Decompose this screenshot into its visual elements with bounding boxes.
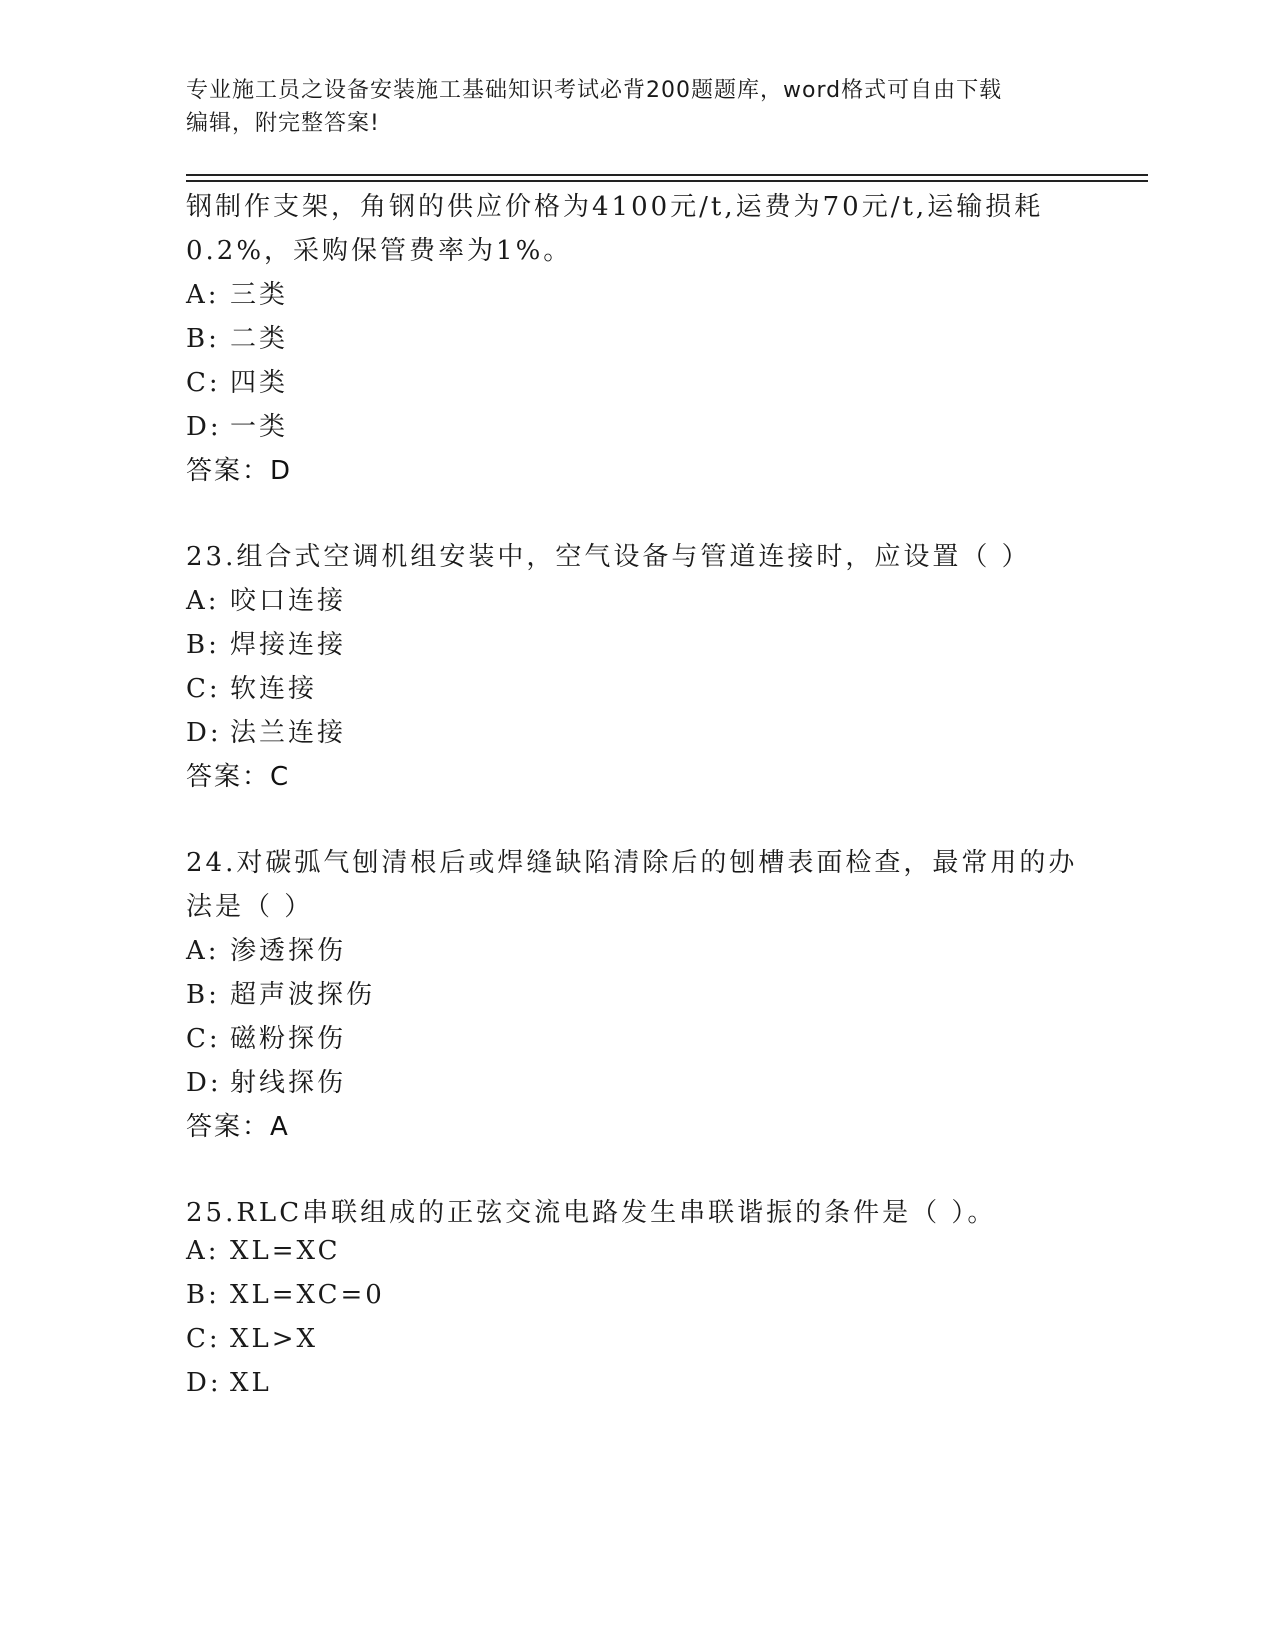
option-text: 焊接连接	[230, 630, 347, 660]
q23-option-c	[186, 668, 317, 705]
q22-option-d	[186, 406, 288, 443]
q25-text-line1: 25.RLC串联组成的正弦交流电路发生串联谐振的条件是（ ）。	[186, 1198, 997, 1228]
option-text: 软连接	[230, 674, 318, 704]
q22-text-line2: 0.2%，采购保管费率为1%。	[186, 236, 573, 266]
q24-text-line2: 法是（ ）	[186, 892, 314, 922]
q22-option-b	[186, 318, 288, 355]
q24-option-b	[186, 974, 375, 1011]
document-header	[186, 74, 1086, 140]
q24-answer: 答案：A	[186, 1112, 290, 1142]
option-text: XL	[230, 1368, 272, 1398]
option-text: XL=XC=0	[230, 1280, 385, 1310]
q24-option-d	[186, 1062, 346, 1099]
option-text: 磁粉探伤	[230, 1024, 347, 1054]
q23-option-a	[186, 580, 346, 617]
q22-option-c	[186, 362, 288, 399]
option-letter: B:	[186, 630, 220, 660]
option-letter: C:	[186, 1024, 221, 1054]
option-text: 一类	[230, 412, 289, 442]
q25-option-c	[186, 1324, 318, 1354]
q25-option-b	[186, 1280, 385, 1310]
q22-option-a	[186, 274, 288, 311]
option-letter: D:	[186, 1368, 222, 1398]
option-text: XL>X	[230, 1324, 319, 1354]
option-letter: C:	[186, 674, 221, 704]
option-text: 渗透探伤	[230, 936, 347, 966]
option-letter: B:	[186, 980, 220, 1010]
q22-text-line1: 钢制作支架，角钢的供应价格为4100元/t,运费为70元/t,运输损耗	[186, 192, 1044, 222]
option-text: 二类	[230, 324, 289, 354]
option-text: 咬口连接	[230, 586, 347, 616]
q25-option-a	[186, 1236, 341, 1266]
option-letter: A:	[186, 1236, 220, 1266]
option-text: XL=XC	[230, 1236, 341, 1266]
option-letter: A:	[186, 936, 220, 966]
option-text: 射线探伤	[230, 1068, 347, 1098]
option-text: 四类	[230, 368, 289, 398]
option-letter: A:	[186, 586, 220, 616]
q24-option-a	[186, 930, 346, 967]
option-letter: C:	[186, 1324, 221, 1354]
option-letter: B:	[186, 324, 220, 354]
option-letter: D:	[186, 412, 222, 442]
header-divider-top	[186, 174, 1148, 176]
option-letter: A:	[186, 280, 220, 310]
option-letter: D:	[186, 1068, 222, 1098]
q23-option-d	[186, 712, 346, 749]
q23-text-line1: 23.组合式空调机组安装中，空气设备与管道连接时，应设置（ ）	[186, 542, 1031, 572]
header-title-line1: 专业施工员之设备安装施工基础知识考试必背200题题库，word格式可自由下载	[186, 78, 1003, 103]
option-text: 三类	[230, 280, 289, 310]
option-letter: C:	[186, 368, 221, 398]
option-text: 超声波探伤	[230, 980, 376, 1010]
q22-answer: 答案：D	[186, 456, 293, 486]
q25-option-d	[186, 1368, 272, 1398]
q24-option-c	[186, 1018, 346, 1055]
q23-answer: 答案：C	[186, 762, 291, 792]
q23-option-b	[186, 624, 346, 661]
option-letter: D:	[186, 718, 222, 748]
option-text: 法兰连接	[230, 718, 347, 748]
option-letter: B:	[186, 1280, 220, 1310]
header-divider-bottom	[186, 180, 1148, 182]
q24-text-line1: 24.对碳弧气刨清根后或焊缝缺陷清除后的刨槽表面检查，最常用的办	[186, 848, 1078, 878]
header-title-line2: 编辑，附完整答案!	[186, 111, 380, 136]
